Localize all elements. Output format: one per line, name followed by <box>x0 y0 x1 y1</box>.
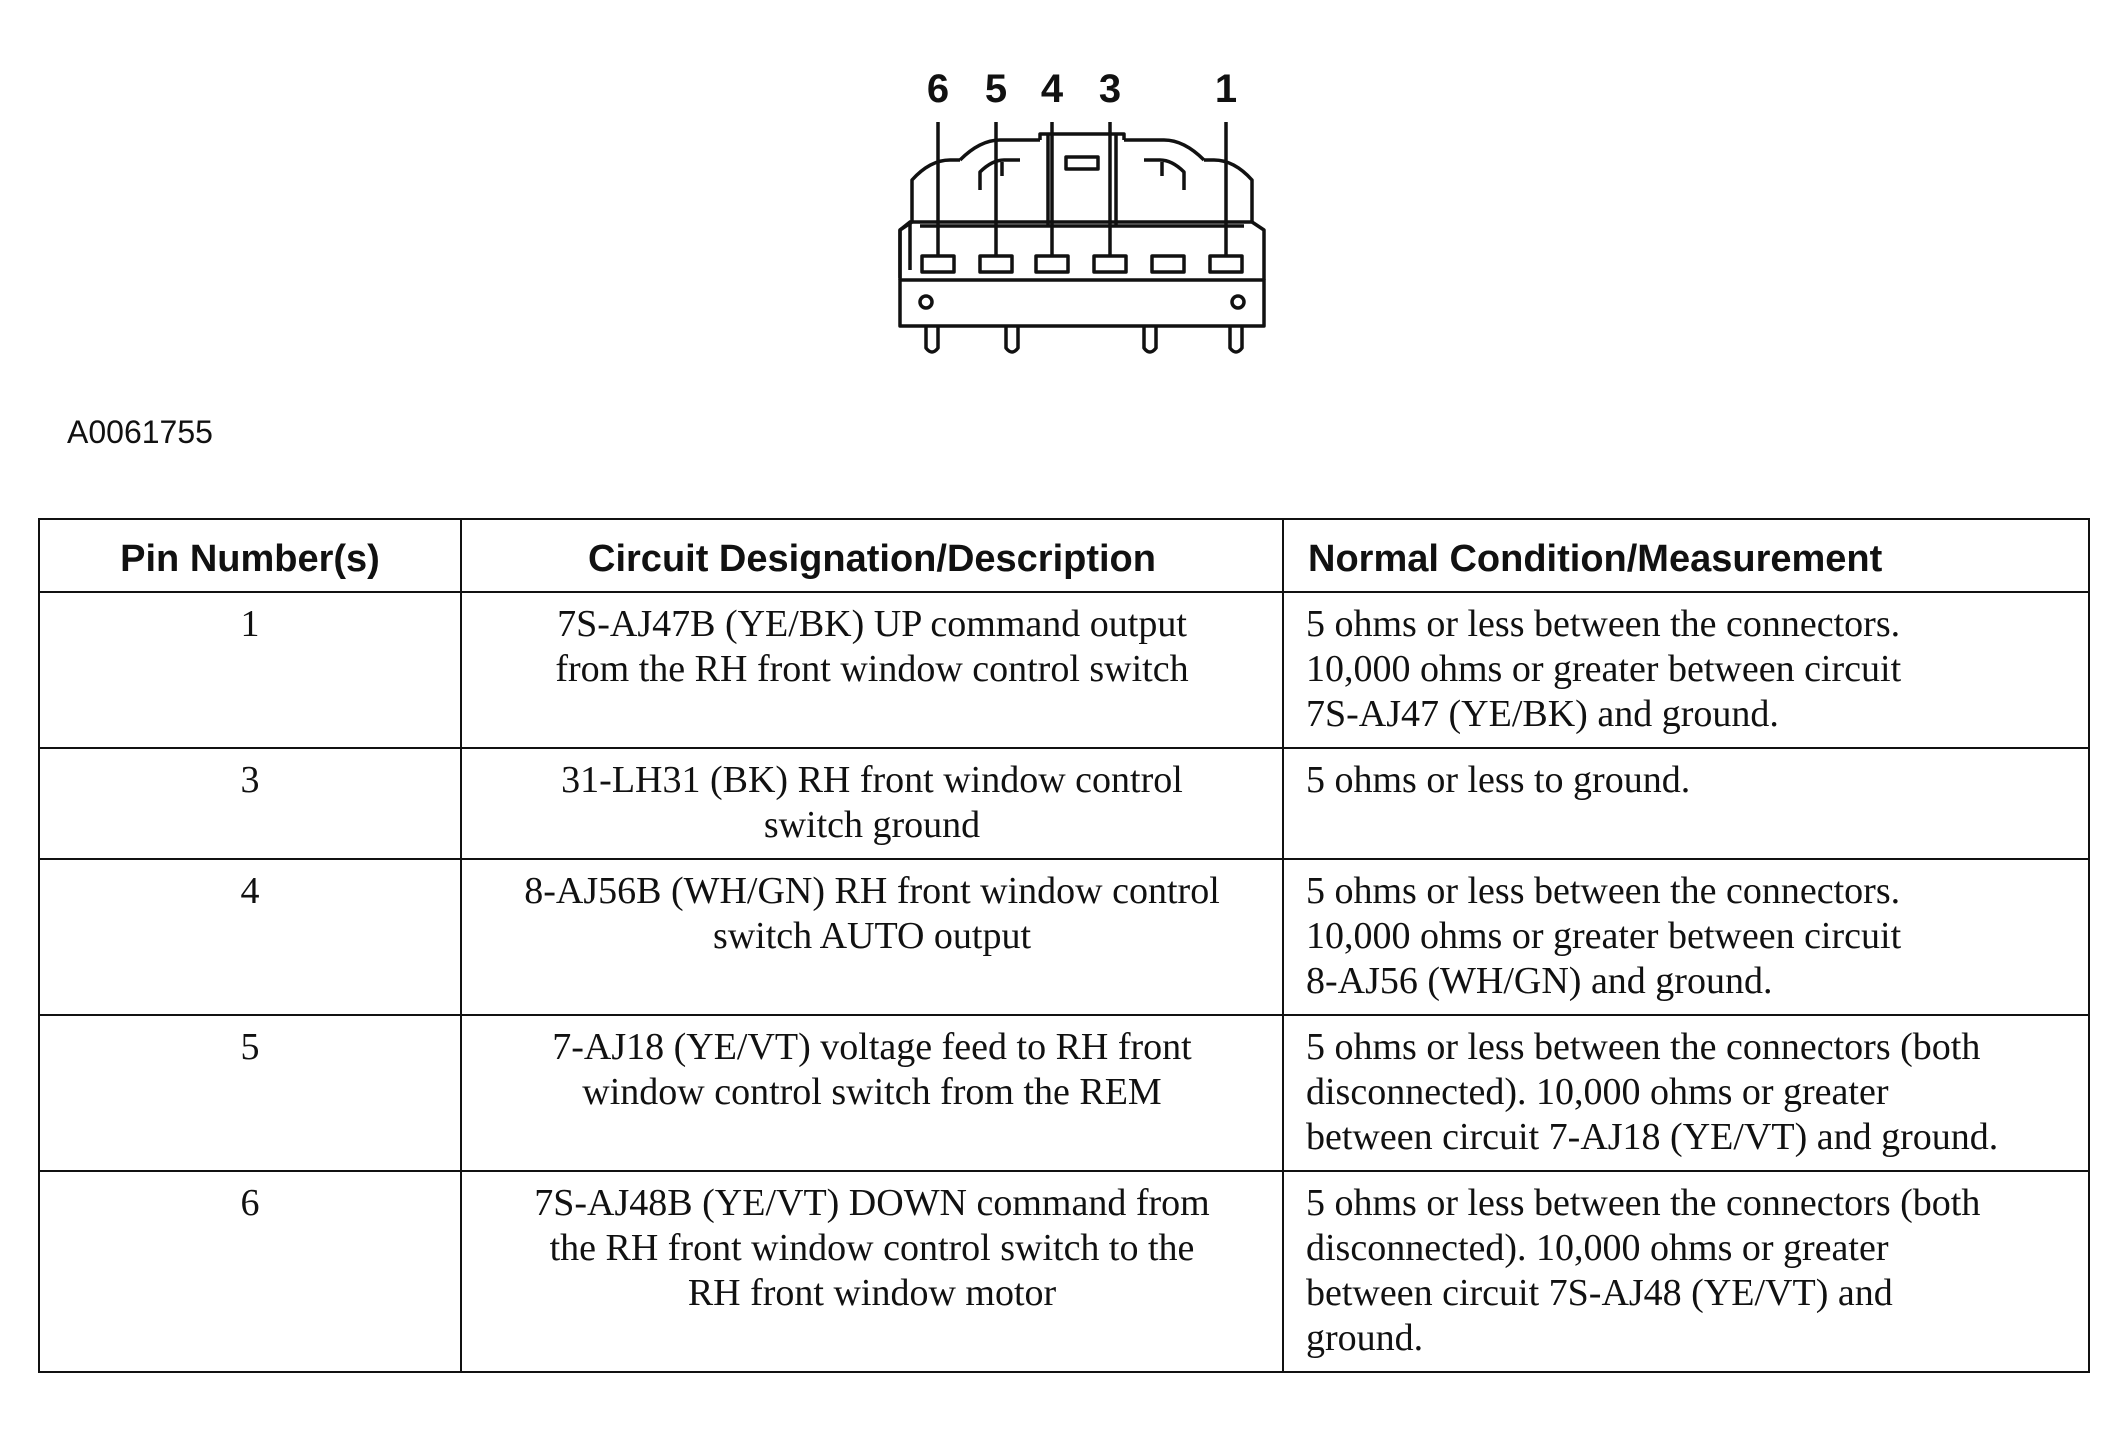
pin-table <box>38 518 2090 1373</box>
circuit-description-cell <box>461 859 1283 1015</box>
pin-number-cell: 1 <box>39 592 461 748</box>
circuit-description-cell <box>461 592 1283 748</box>
table-row <box>39 1015 2089 1171</box>
measurement-line: disconnected). 10,000 ohms or greater <box>1306 1227 1889 1269</box>
measurement-line: 5 ohms or less between the connectors. <box>1306 870 1901 912</box>
measurement-cell <box>1283 592 2089 748</box>
connector-diagram <box>0 0 2124 380</box>
description-line: switch AUTO output <box>712 915 1032 957</box>
measurement-line: 8-AJ56 (WH/GN) and ground. <box>1306 960 1773 1002</box>
measurement-line: ground. <box>1306 1317 1424 1359</box>
description-line: 7S-AJ48B (YE/VT) DOWN command from <box>534 1182 1210 1224</box>
description-line: switch ground <box>763 804 981 846</box>
table-row <box>39 859 2089 1015</box>
table-row <box>39 1171 2089 1372</box>
pin-label-1: 1 <box>1214 67 1238 111</box>
description-line: the RH front window control switch to the <box>549 1227 1195 1269</box>
measurement-cell <box>1283 859 2089 1015</box>
description-line: window control switch from the REM <box>582 1071 1162 1113</box>
measurement-line: 5 ohms or less between the connectors (both <box>1306 1182 1981 1224</box>
pin-number-cell: 3 <box>39 748 461 859</box>
header-circuit-description: Circuit Designation/Description <box>461 519 1283 592</box>
measurement-line: 5 ohms or less between the connectors. <box>1306 603 1901 645</box>
description-line: 8-AJ56B (WH/GN) RH front window control <box>524 870 1220 912</box>
measurement-line: 7S-AJ47 (YE/BK) and ground. <box>1306 693 1779 735</box>
table-body <box>39 592 2089 1372</box>
measurement-cell <box>1283 748 2089 859</box>
circuit-description-cell <box>461 1171 1283 1372</box>
circuit-description-cell <box>461 748 1283 859</box>
table-row <box>39 748 2089 859</box>
description-line: 7S-AJ47B (YE/BK) UP command output <box>557 603 1187 645</box>
header-normal-condition: Normal Condition/Measurement <box>1283 519 2089 592</box>
measurement-line: 5 ohms or less to ground. <box>1306 759 1691 801</box>
header-pin-number: Pin Number(s) <box>39 519 461 592</box>
measurement-cell <box>1283 1015 2089 1171</box>
measurement-cell <box>1283 1171 2089 1372</box>
figure-id: A0061755 <box>67 414 213 450</box>
pin-number-cell: 4 <box>39 859 461 1015</box>
circuit-description-cell <box>461 1015 1283 1171</box>
pin-number-cell: 6 <box>39 1171 461 1372</box>
description-line: from the RH front window control switch <box>555 648 1189 690</box>
description-line: 31-LH31 (BK) RH front window control <box>561 759 1183 801</box>
connector-drawing <box>0 0 2124 380</box>
pin-label-4: 4 <box>1040 67 1064 111</box>
pin-label-6: 6 <box>926 67 950 111</box>
table-row <box>39 592 2089 748</box>
measurement-line: between circuit 7S-AJ48 (YE/VT) and <box>1306 1272 1893 1314</box>
measurement-line: 10,000 ohms or greater between circuit <box>1306 915 1902 957</box>
pin-number-cell: 5 <box>39 1015 461 1171</box>
pin-label-5: 5 <box>984 67 1008 111</box>
description-line: 7-AJ18 (YE/VT) voltage feed to RH front <box>552 1026 1192 1068</box>
pin-label-3: 3 <box>1098 67 1122 111</box>
measurement-line: 10,000 ohms or greater between circuit <box>1306 648 1902 690</box>
table-header-row <box>39 519 2089 592</box>
measurement-line: 5 ohms or less between the connectors (both <box>1306 1026 1981 1068</box>
measurement-line: between circuit 7-AJ18 (YE/VT) and ground. <box>1306 1116 1999 1158</box>
measurement-line: disconnected). 10,000 ohms or greater <box>1306 1071 1889 1113</box>
description-line: RH front window motor <box>687 1272 1057 1314</box>
